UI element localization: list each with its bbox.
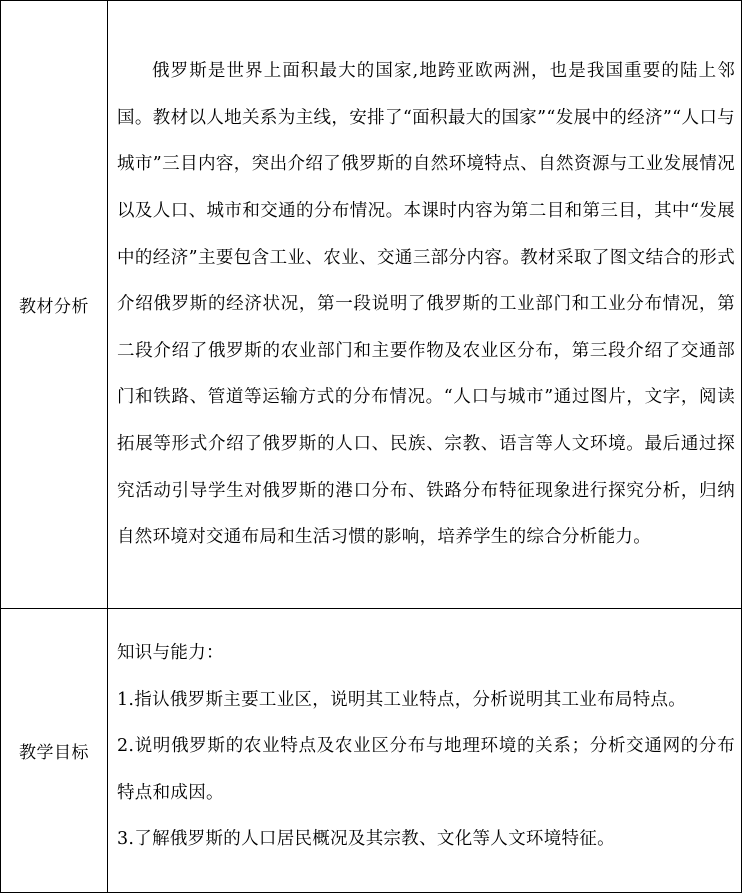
- teaching-goals-content: [108, 609, 742, 893]
- goals-heading: 知识与能力：: [117, 643, 224, 664]
- goal-item-1: 1.指认俄罗斯主要工业区，说明其工业特点，分析说明其工业布局特点。: [117, 689, 687, 710]
- textbook-analysis-text: 俄罗斯是世界上面积最大的国家,地跨亚欧两洲，也是我国重要的陆上邻国。教材以人地关系为主线，安排了“面积最大的国家”“发展中的经济”“人口与城市”三目内容，突出介绍了俄罗斯的自然环境特点、自然资源与工业发展情况以及人口、城市和交通的分布情况。本课时内容为第二目和第三目，其中“发展中的经济”主要包含工业、农业、交通三部分内容。教材采取了图文结合的形式介绍俄罗斯的经济状况，第一段说明了俄罗斯的工业部门和工业分布情况，第二段介绍了俄罗斯的农业部门和主要作物及农业区分布，第三段介绍了交通部门和铁路、管道等运输方式的分布情况。“人口与城市”通过图片，文字，阅读拓展等形式介绍了俄罗斯的人口、民族、宗教、语言等人文环境。最后通过探究活动引导学生对俄罗斯的港口分布、铁路分布特征现象进行探究分析，归纳自然环境对交通布局和生活习惯的影响，培养学生的综合分析能力。: [117, 61, 735, 548]
- goal-item-2: 2.说明俄罗斯的农业特点及农业区分布与地理环境的关系；分析交通网的分布特点和成因。: [117, 736, 735, 803]
- teaching-goals-row: [1, 609, 742, 893]
- teaching-goals-label: 教学目标: [1, 609, 108, 893]
- goal-item-3: 3.了解俄罗斯的人口居民概况及其宗教、文化等人文环境特征。: [117, 829, 615, 850]
- textbook-analysis-label: 教材分析: [1, 1, 108, 609]
- textbook-analysis-row: [1, 1, 742, 609]
- textbook-analysis-content: [108, 1, 742, 609]
- teaching-goals-list: [117, 630, 735, 863]
